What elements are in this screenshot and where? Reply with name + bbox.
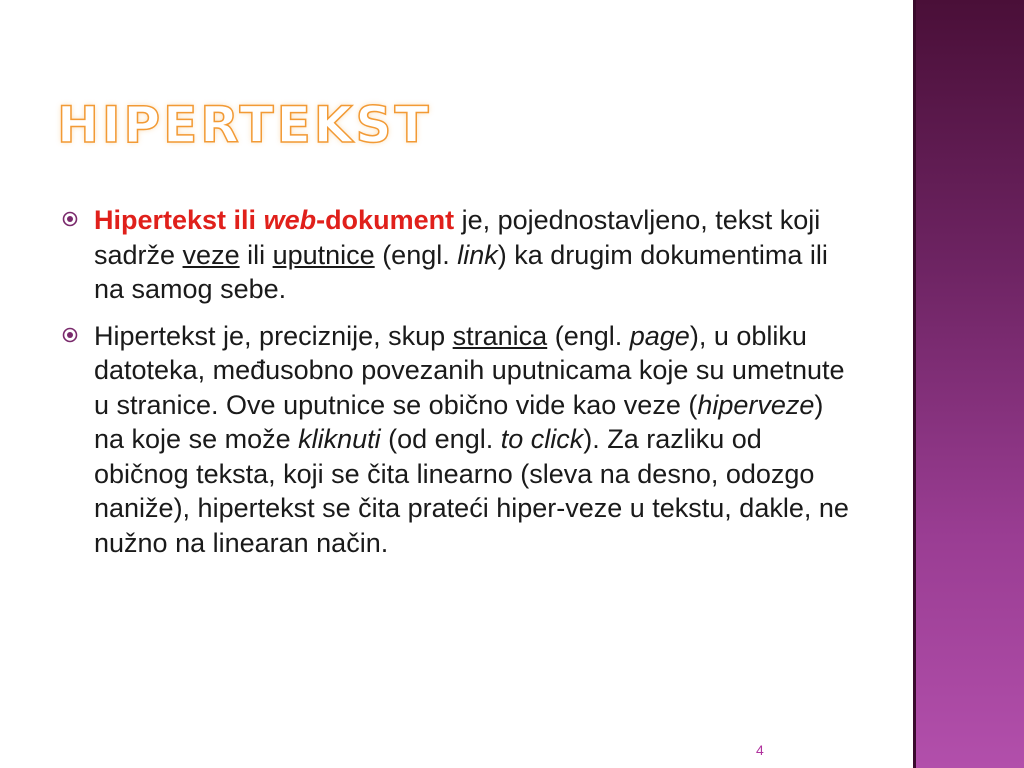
underlined-term: uputnice [272, 239, 375, 270]
circled-dot-icon [62, 327, 78, 343]
bullet-text: Hipertekst je, preciznije, skup [94, 320, 453, 351]
italic-term: link [457, 239, 498, 270]
bullet-item [62, 319, 852, 561]
bullet-term-suffix: -dokument [316, 205, 455, 235]
slide-title: HIPERTEKST [57, 96, 432, 154]
underlined-term: veze [182, 239, 240, 270]
bullet-text: (engl. [374, 239, 458, 270]
bullet-term-italic: web [263, 205, 317, 235]
bullet-item [62, 203, 852, 307]
italic-term: hiperveze [697, 389, 815, 420]
bullet-text: ). Za razliku od običnog teksta, koji se čita linearno (sleva na desno, odozgo naniže), hipertekst se čita prateći hiper-veze u tekstu, dakle, ne nužno na linearan način. [94, 424, 849, 558]
bullet-text: ili [239, 239, 273, 270]
bullet-text: ) na koje se može [94, 389, 824, 454]
underlined-term: stranica [452, 320, 548, 351]
italic-term: kliknuti [298, 424, 381, 454]
italic-term: page [629, 320, 690, 351]
slide-body [62, 203, 852, 572]
bullet-text: ), u obliku datoteka, međusobno povezanih uputnicama koje su umetnute u stranice. Ove uputnice se obično vide kao veze ( [94, 320, 845, 420]
bullet-term: Hipertekst ili [94, 205, 264, 235]
page-number: 4 [756, 742, 764, 758]
bullet-text: (engl. [547, 320, 630, 351]
circled-dot-icon [62, 211, 78, 227]
italic-term: to click [500, 424, 584, 454]
bullet-text: (od engl. [380, 424, 501, 454]
decorative-side-panel [913, 0, 1024, 768]
bullet-text: je, pojednostavljeno, tekst koji sadrže [94, 205, 821, 270]
bullet-text: ) ka drugim dokumentima ili na samog sebe. [94, 239, 828, 304]
